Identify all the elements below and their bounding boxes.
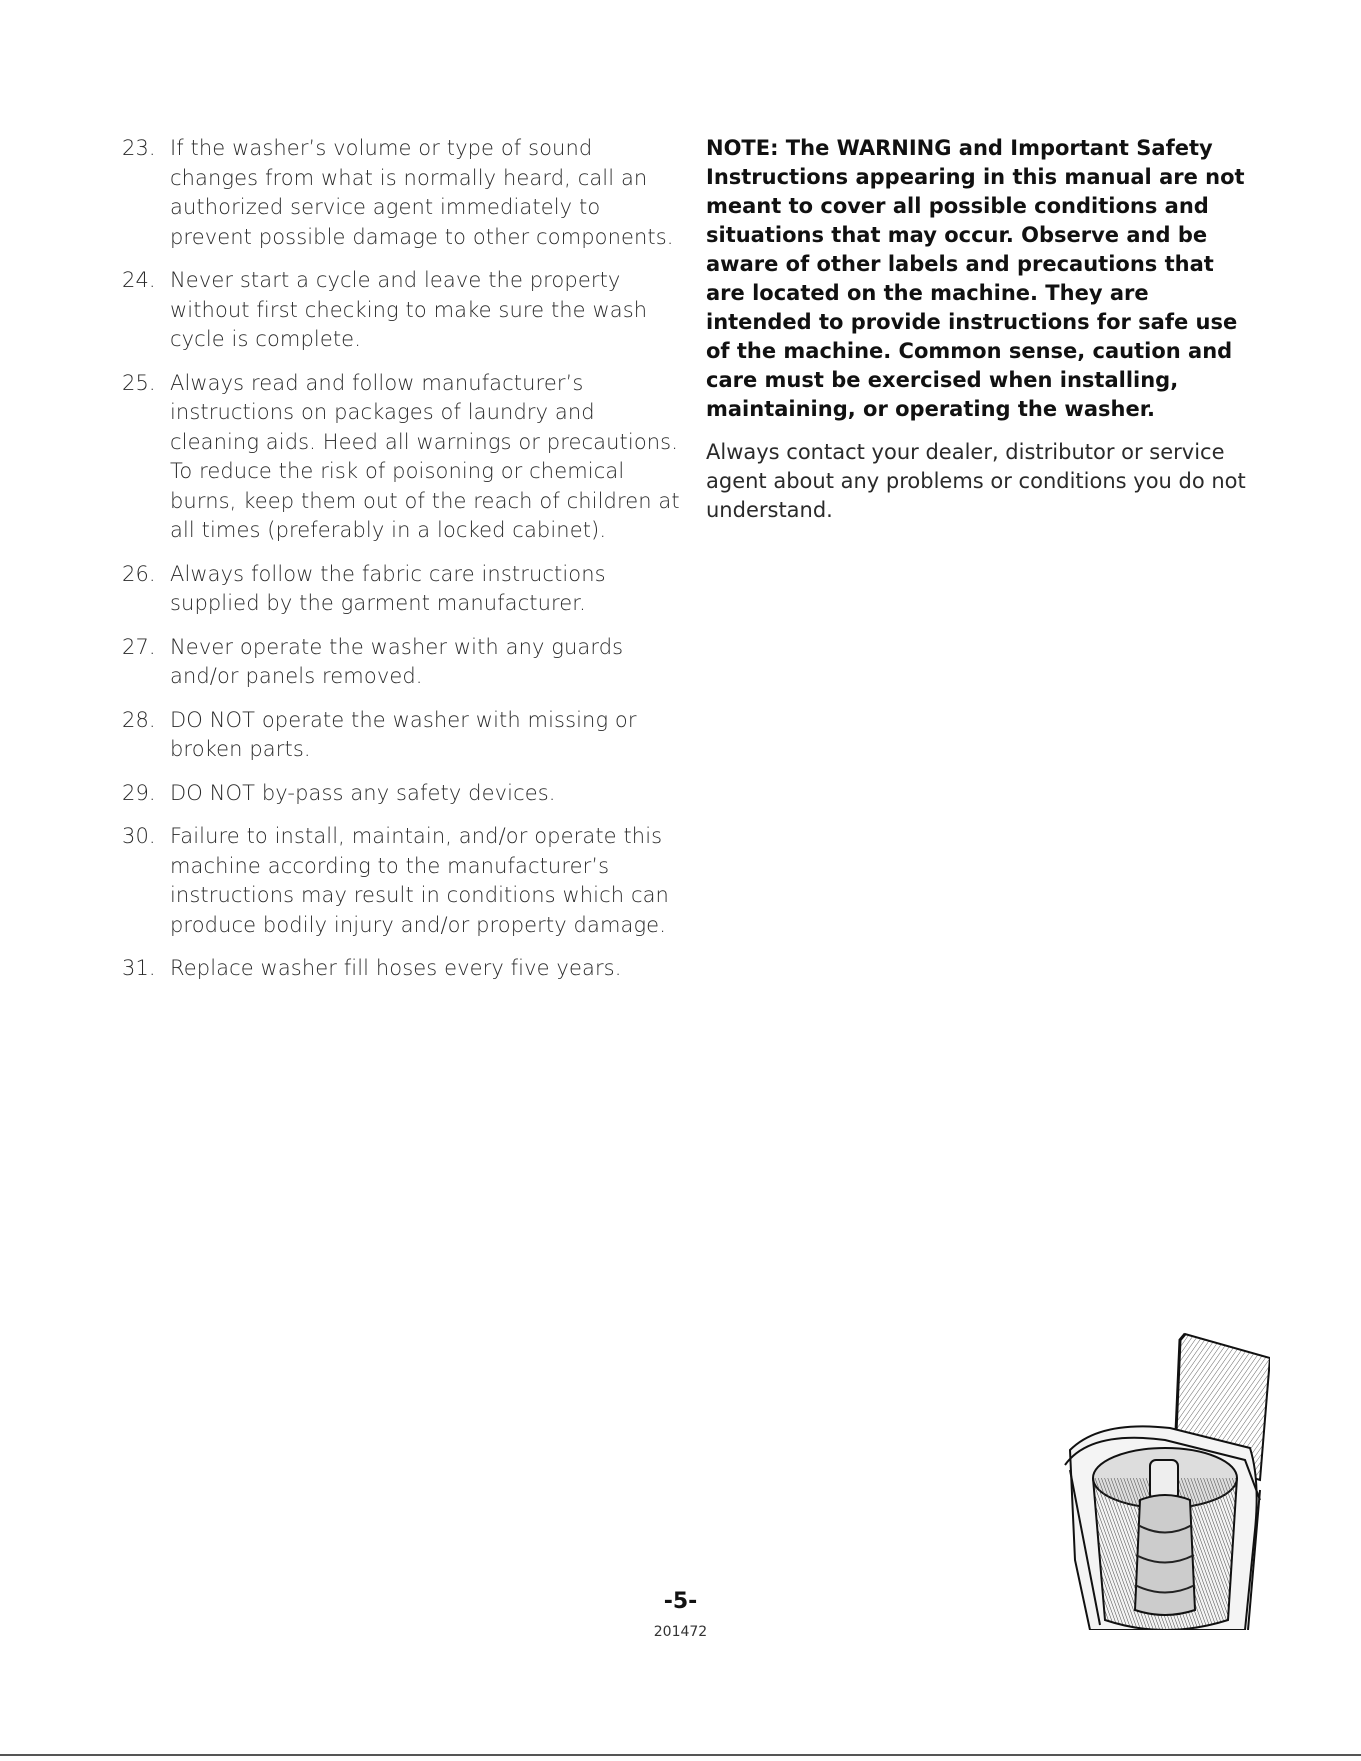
item-number: 24. [122, 268, 156, 292]
contact-advice: Always contact your dealer, distributor or service agent about any problems or conditions you do not understand. [706, 440, 1246, 522]
bottom-divider [0, 1754, 1361, 1756]
item-text: Never operate the washer with any guards and/or panels removed. [170, 634, 624, 688]
item-text: Replace washer fill hoses every five years. [170, 956, 622, 980]
item-text: If the washer’s volume or type of sound changes from what is normally heard, call an authorized service agent immediately to prevent possible damage to other components. [170, 136, 674, 249]
safety-instructions-list [122, 134, 682, 998]
item-number: 26. [122, 561, 156, 586]
list-item [122, 954, 682, 984]
note-section [706, 134, 1246, 525]
item-number: 25. [122, 370, 156, 395]
list-item [122, 779, 682, 809]
page-number: -5- [663, 1589, 698, 1614]
item-text: Never start a cycle and leave the property without first checking to make sure the wash cycle is complete. [170, 268, 648, 351]
list-item [122, 560, 682, 619]
item-text: DO NOT by-pass any safety devices. [170, 780, 556, 805]
item-number: 27. [122, 634, 156, 659]
safety-note: NOTE: The WARNING and Important Safety Instructions appearing in this manual are not meant to cover all possible conditions and situations that may occur. Observe and be aware of other labels and precautions that are located on the machine. They are intended to provide instructions for safe use of the machine. Common sense, caution and care must be exercised when installing, maintaining, or operating the washer. [706, 136, 1245, 421]
list-item [122, 822, 682, 940]
document-code: 201472 [653, 1624, 708, 1640]
list-item [122, 706, 682, 765]
item-number: 31. [122, 956, 156, 980]
list-item [122, 266, 682, 355]
item-text: Failure to install, maintain, and/or operate this machine according to the manufacturer’s instructions may result in conditions which can produce bodily injury and/or property damage. [170, 824, 669, 937]
item-number: 29. [122, 780, 156, 805]
list-item [122, 633, 682, 692]
item-text: Always read and follow manufacturer’s instructions on packages of laundry and cleaning aids. Heed all warnings or precautions. To reduce the risk of poisoning or chemical burns, keep them out of the reach of children at all times (preferably in a locked cabinet). [170, 370, 680, 542]
item-number: 30. [122, 824, 156, 848]
item-text: DO NOT operate the washer with missing or broken parts. [170, 707, 637, 761]
washer-illustration [1060, 1330, 1270, 1630]
list-item [122, 134, 682, 252]
item-number: 23. [122, 136, 156, 160]
item-number: 28. [122, 707, 156, 732]
list-item [122, 369, 682, 546]
item-text: Always follow the fabric care instructions supplied by the garment manufacturer. [170, 561, 606, 615]
